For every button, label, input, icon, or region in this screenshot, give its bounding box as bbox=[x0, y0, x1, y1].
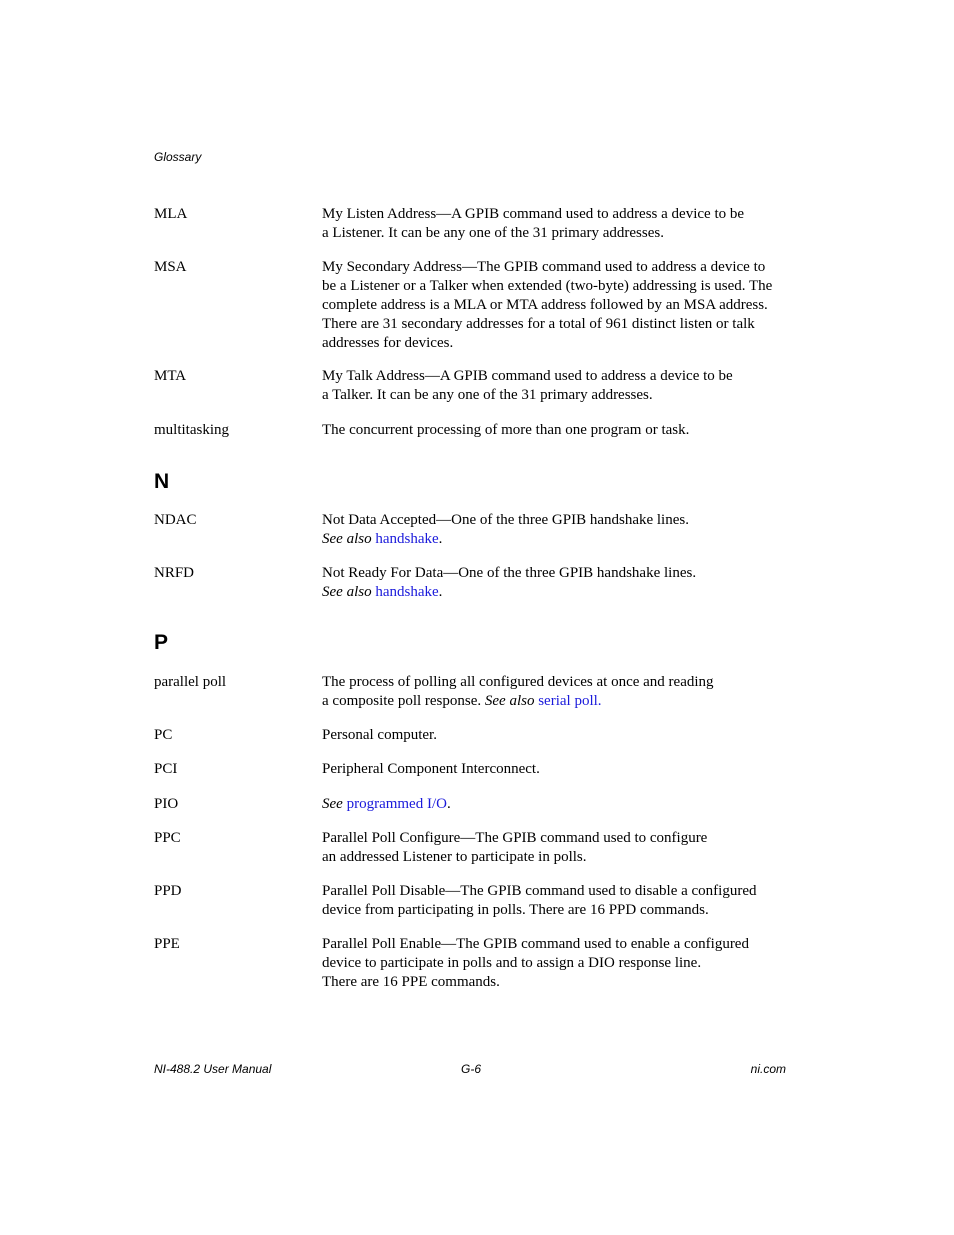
definition-multitasking bbox=[322, 421, 787, 440]
handshake-link[interactable]: handshake bbox=[375, 531, 439, 547]
definition-line: The process of polling all configured devices at once and reading bbox=[322, 674, 714, 690]
definition-line: be a Listener or a Talker when extended (two-byte) addressing is used. The bbox=[322, 278, 773, 294]
definition-ppd bbox=[322, 882, 787, 920]
definition-line: Parallel Poll Disable—The GPIB command used to disable a configured bbox=[322, 883, 757, 899]
term-nrfd: NRFD bbox=[154, 565, 195, 581]
definition-line: Parallel Poll Configure—The GPIB command used to configure bbox=[322, 830, 708, 846]
footer-site: ni.com bbox=[750, 1062, 786, 1076]
term-ppc: PPC bbox=[154, 830, 181, 846]
definition-line bbox=[322, 692, 787, 711]
term-ppe: PPE bbox=[154, 936, 180, 952]
term-pio: PIO bbox=[154, 796, 179, 812]
term-mla: MLA bbox=[154, 206, 188, 222]
definition-msa bbox=[322, 258, 787, 353]
term-multitasking: multitasking bbox=[154, 422, 229, 438]
definition-nrfd bbox=[322, 564, 787, 602]
definition-line: addresses for devices. bbox=[322, 335, 454, 351]
term-pc: PC bbox=[154, 727, 173, 743]
punctuation: . bbox=[446, 796, 451, 812]
definition-line: Not Ready For Data—One of the three GPIB handshake lines. bbox=[322, 565, 697, 581]
definition-line: There are 31 secondary addresses for a total of 961 distinct listen or talk bbox=[322, 316, 755, 332]
definition-line: My Talk Address—A GPIB command used to address a device to be bbox=[322, 368, 733, 384]
definition-mta bbox=[322, 367, 787, 405]
definition-ppe bbox=[322, 935, 787, 992]
definition-line: Not Data Accepted—One of the three GPIB handshake lines. bbox=[322, 512, 689, 528]
definition-line: device from participating in polls. There are 16 PPD commands. bbox=[322, 902, 709, 918]
definition-line bbox=[322, 530, 787, 549]
see-label: See bbox=[322, 796, 343, 812]
footer-manual-title: NI-488.2 User Manual bbox=[154, 1062, 272, 1076]
punctuation: . bbox=[438, 584, 443, 600]
footer-page-number: G-6 bbox=[461, 1062, 482, 1076]
punctuation: . bbox=[438, 531, 443, 547]
definition-line: complete address is a MLA or MTA address followed by an MSA address. bbox=[322, 297, 768, 313]
definition-line: There are 16 PPE commands. bbox=[322, 974, 500, 990]
definition-pci bbox=[322, 760, 787, 779]
running-header: Glossary bbox=[154, 150, 202, 164]
see-also-label: See also bbox=[322, 531, 372, 547]
term-ndac: NDAC bbox=[154, 512, 197, 528]
term-parallel-poll: parallel poll bbox=[154, 674, 227, 690]
see-also-label: See also bbox=[322, 584, 372, 600]
definition-line: an addressed Listener to participate in polls. bbox=[322, 849, 587, 865]
definition-text: a composite poll response. bbox=[322, 693, 485, 709]
term-mta: MTA bbox=[154, 368, 187, 384]
definition-line: The concurrent processing of more than one program or task. bbox=[322, 422, 690, 438]
term-msa: MSA bbox=[154, 259, 187, 275]
definition-line: a Talker. It can be any one of the 31 primary addresses. bbox=[322, 387, 653, 403]
definition-line: My Listen Address—A GPIB command used to address a device to be bbox=[322, 206, 745, 222]
definition-mla bbox=[322, 205, 787, 243]
definition-line: a Listener. It can be any one of the 31 primary addresses. bbox=[322, 225, 664, 241]
term-ppd: PPD bbox=[154, 883, 182, 899]
definition-line bbox=[322, 795, 787, 814]
see-also-label: See also bbox=[484, 693, 535, 709]
definition-pc bbox=[322, 726, 787, 745]
section-heading-p: P bbox=[154, 631, 169, 654]
definition-parallel-poll bbox=[322, 673, 787, 711]
punctuation: . bbox=[597, 693, 602, 709]
definition-line: My Secondary Address—The GPIB command used to address a device to bbox=[322, 259, 766, 275]
definition-ppc bbox=[322, 829, 787, 867]
handshake-link[interactable]: handshake bbox=[375, 584, 439, 600]
definition-line: device to participate in polls and to assign a DIO response line. bbox=[322, 955, 702, 971]
serial-poll-link[interactable]: serial poll bbox=[538, 693, 598, 709]
definition-line: Peripheral Component Interconnect. bbox=[322, 761, 540, 777]
definition-ndac bbox=[322, 511, 787, 549]
definition-line: Personal computer. bbox=[322, 727, 437, 743]
definition-pio bbox=[322, 795, 787, 814]
term-pci: PCI bbox=[154, 761, 178, 777]
programmed-io-link[interactable]: programmed I/O bbox=[346, 796, 447, 812]
section-heading-n: N bbox=[154, 470, 170, 493]
definition-line bbox=[322, 583, 787, 602]
definition-line: Parallel Poll Enable—The GPIB command used to enable a configured bbox=[322, 936, 749, 952]
